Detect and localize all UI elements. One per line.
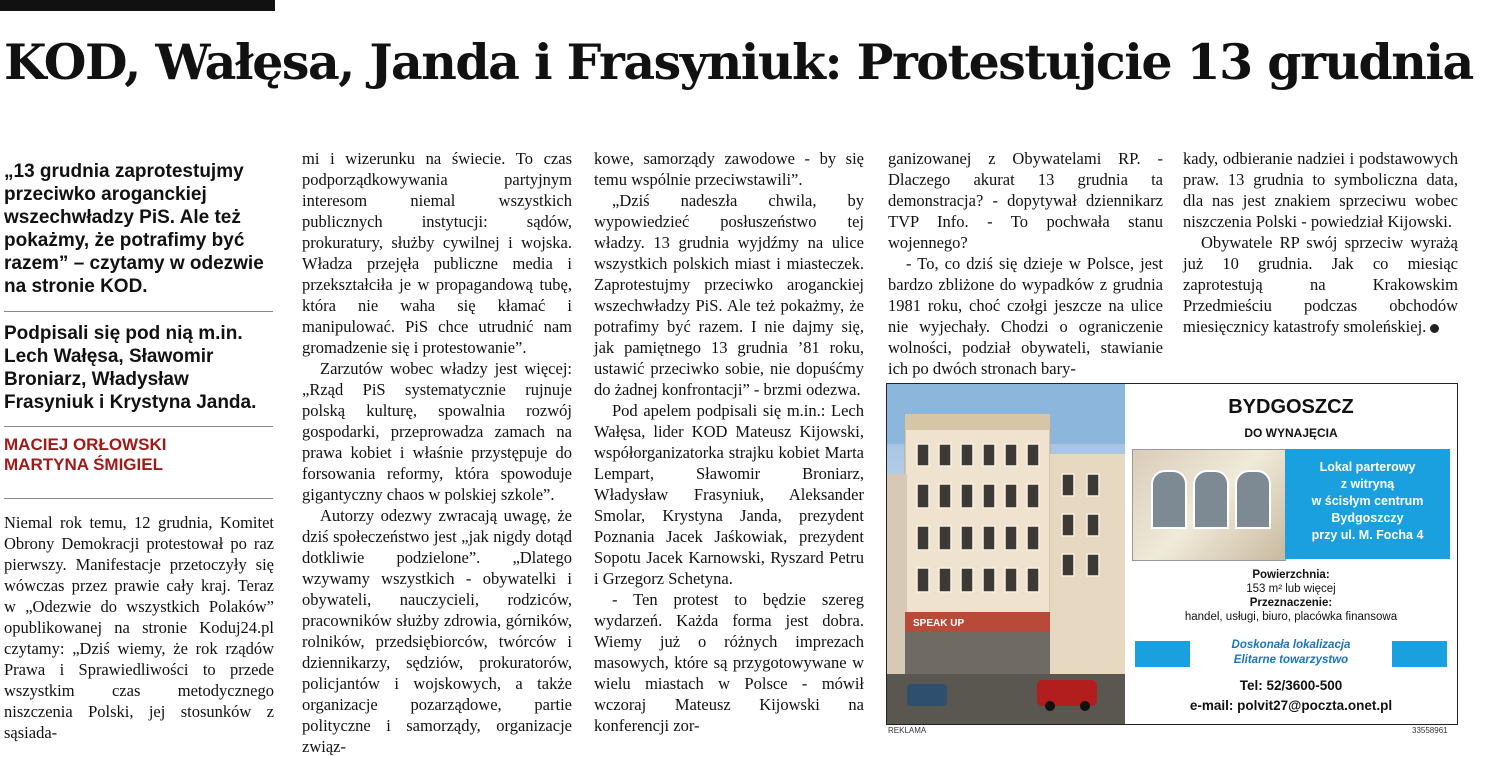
lead-box — [4, 160, 273, 475]
ad-slogan-strip — [1135, 636, 1447, 672]
paragraph: „Dziś nadeszła chwila, by wypowiedzieć posłuszeństwo tej władzy. 13 grudnia wyjdźmy na ulice wszystkich polskich miast i miasteczek. Zaprotestujmy przeciwko aroganckiej wszechwładzy PiS. Ale też pokażmy, że potrafimy być razem. I nie dajmy się, jak pamiętnego 13 grudnia ’81 roku, ustawić przeciwko sobie, nie dopuśćmy do żadnej konfrontacji” - brzmi odezwa. — [594, 191, 864, 399]
paragraph: Zarzutów wobec władzy jest więcej: „Rząd PiS systematycznie rujnuje polską kulturę, spowalnia rozwój gospodarki, przeprowadza zamach na prawa kobiet i właśnie przystępuje do forsowania reformy, która spowoduje gigantyczny chaos w polskiej szkole”. — [302, 359, 572, 504]
offer-line: Lokal parterowy — [1319, 460, 1416, 474]
article-column-1 — [4, 512, 274, 743]
article-column-5 — [1183, 148, 1458, 337]
storefront-photo — [1132, 449, 1286, 561]
building-illustration — [887, 384, 1125, 724]
article-column-4 — [888, 148, 1163, 379]
paragraph: ganizowanej z Obywatelami RP. - Dlaczego akurat 13 grudnia ta demonstracja? - dopytywał dziennikarz TVP Info. - To pochwała stanu wojennego? — [888, 149, 1163, 252]
ad-label: REKLAMA — [888, 726, 927, 735]
store-window — [1193, 470, 1229, 529]
ad-offer-box — [1285, 449, 1450, 559]
purpose-value: handel, usługi, biuro, placówka finansowa — [1184, 611, 1398, 623]
slogan-line: Elitarne towarzystwo — [1233, 654, 1349, 666]
ad-phone[interactable]: Tel: 52/3600-500 — [1239, 678, 1343, 693]
paragraph: Autorzy odezwy zwracają uwagę, że dziś społeczeństwo jest „jak nigdy dotąd dotkliwie podzielone”. „Dlatego wzywamy wszystkich - obywatelki i obywateli, nauczycieli, rodziców, pracowników służby zdrowia, górników, rolników, przedsiębiorców, twórców i dziennikarzy, sędziów, prokuratorów, policjantów i wojskowych, a także organizacje pozarządowe, partie polityczne i samorządy, organizacje związ- — [302, 506, 572, 756]
paragraph: Pod apelem podpisali się m.in.: Lech Wałęsa, lider KOD Mateusz Kijowski, współorganizatorka strajku kobiet Marta Lempart, Sławomir Broniarz, Władysław Frasyniuk, Aleksander Smolar, Krystyna Janda, prezydent Poznania Jacek Jaśkowiak, prezydent Sopotu Jacek Karnowski, Ryszard Petru i Grzegorz Schetyna. — [594, 401, 864, 588]
purpose-label: Przeznaczenie: — [1249, 597, 1333, 609]
bylines — [4, 426, 273, 475]
lead-signers: Podpisali się pod nią m.in. Lech Wałęsa, Sławomir Broniarz, Władysław Frasyniuk i Krystyna Janda. — [4, 311, 273, 414]
ad-details — [1125, 568, 1457, 624]
shop-sign: SPEAK UP — [913, 618, 965, 629]
slogan-bar-left — [1135, 641, 1190, 667]
paragraph: kowe, samorządy zawodowe - by się temu wspólnie przeciwstawili”. — [594, 149, 864, 189]
offer-line: Bydgoszczy — [1331, 511, 1404, 525]
paragraph — [1183, 232, 1458, 337]
end-mark-icon — [1430, 324, 1439, 333]
slogan-bar-right — [1392, 641, 1447, 667]
ad-email[interactable]: e-mail: polvit27@poczta.onet.pl — [1189, 698, 1393, 713]
paragraph: kady, odbieranie nadziei i podstawowych praw. 13 grudnia to symboliczna data, dla nas jest znakiem sprzeciwu wobec niszczenia Polski - powiedział Kijowski. — [1183, 149, 1458, 231]
paragraph: - To, co dziś się dzieje w Polsce, jest bardzo zbliżone do wypadków z grudnia 1981 roku, choć czołgi jeszcze na ulice nie wyjechały. Chodzi o ograniczenie wolności, podział obywateli, stawianie ich po dwóch stronach bary- — [888, 254, 1163, 378]
advertisement[interactable] — [886, 383, 1458, 725]
top-rule — [0, 0, 275, 11]
author-name: MARTYNA ŚMIGIEL — [4, 455, 163, 474]
area-value: 153 m² lub więcej — [1246, 583, 1336, 595]
headline: KOD, Wałęsa, Janda i Frasyniuk: Protestujcie 13 grudnia — [4, 33, 1473, 91]
ad-city: BYDGOSZCZ — [1228, 396, 1354, 418]
area-label: Powierzchnia: — [1252, 569, 1330, 581]
paragraph: - Ten protest to będzie szereg wydarzeń. Każda forma jest dobra. Wiemy już o różnych imprezach masowych, które są przygotowywane w wielu miastach w Polsce - mówił wczoraj Mateusz Kijowski na konferencji zor- — [594, 590, 864, 735]
ad-code: 33558961 — [1412, 726, 1448, 735]
building-photo — [887, 384, 1125, 724]
store-window — [1151, 470, 1187, 529]
store-window — [1235, 470, 1271, 529]
article-column-2 — [302, 148, 572, 757]
offer-line: z witryną — [1340, 477, 1395, 491]
slogan-line: Doskonała lokalizacja — [1231, 639, 1351, 651]
offer-line: w ścisłym centrum — [1311, 494, 1424, 508]
paragraph: Niemal rok temu, 12 grudnia, Komitet Obrony Demokracji protestował po raz pierwszy. Manifestacje przetoczyły się wówczas przez prawie cały kraj. Teraz w „Odezwie do wszystkich Polaków” opublikowanej na stronie Koduj24.pl czytamy: „Dziś wiemy, że rok rządów Prawa i Sprawiedliwości to przede wszystkim czas metodycznego niszczenia Polski, jej stosunków z sąsiada- — [4, 513, 274, 742]
lead-divider — [4, 498, 273, 499]
article-column-3 — [594, 148, 864, 736]
offer-line: przy ul. M. Focha 4 — [1311, 528, 1424, 542]
author-name: MACIEJ ORŁOWSKI — [4, 435, 167, 454]
ad-subtitle: DO WYNAJĘCIA — [1244, 426, 1338, 440]
lead-quote: „13 grudnia zaprotestujmy przeciwko aroganckiej wszechwładzy PiS. Ale też pokażmy, że potrafimy być razem” – czytamy w odezwie na stronie KOD. — [4, 161, 264, 297]
paragraph: mi i wizerunku na świecie. To czas podporządkowywania partyjnym interesom niemal wszystkich publicznych instytucji: sądów, prokuratury, służby cywilnej i wojska. Władza przejęła publiczne media i przekształciła je w propagandową tubę, która nie waha się kłamać i manipulować. PiS chce utrudnić nam gromadzenie się i protestowanie”. — [302, 149, 572, 357]
paragraph-text: Obywatele RP swój sprzeciw wyrażą już 10 grudnia. Jak co miesiąc zaprotestują na Krakowskim Przedmieściu podczas obchodów miesięcznicy katastrofy smoleńskiej. — [1183, 233, 1458, 336]
